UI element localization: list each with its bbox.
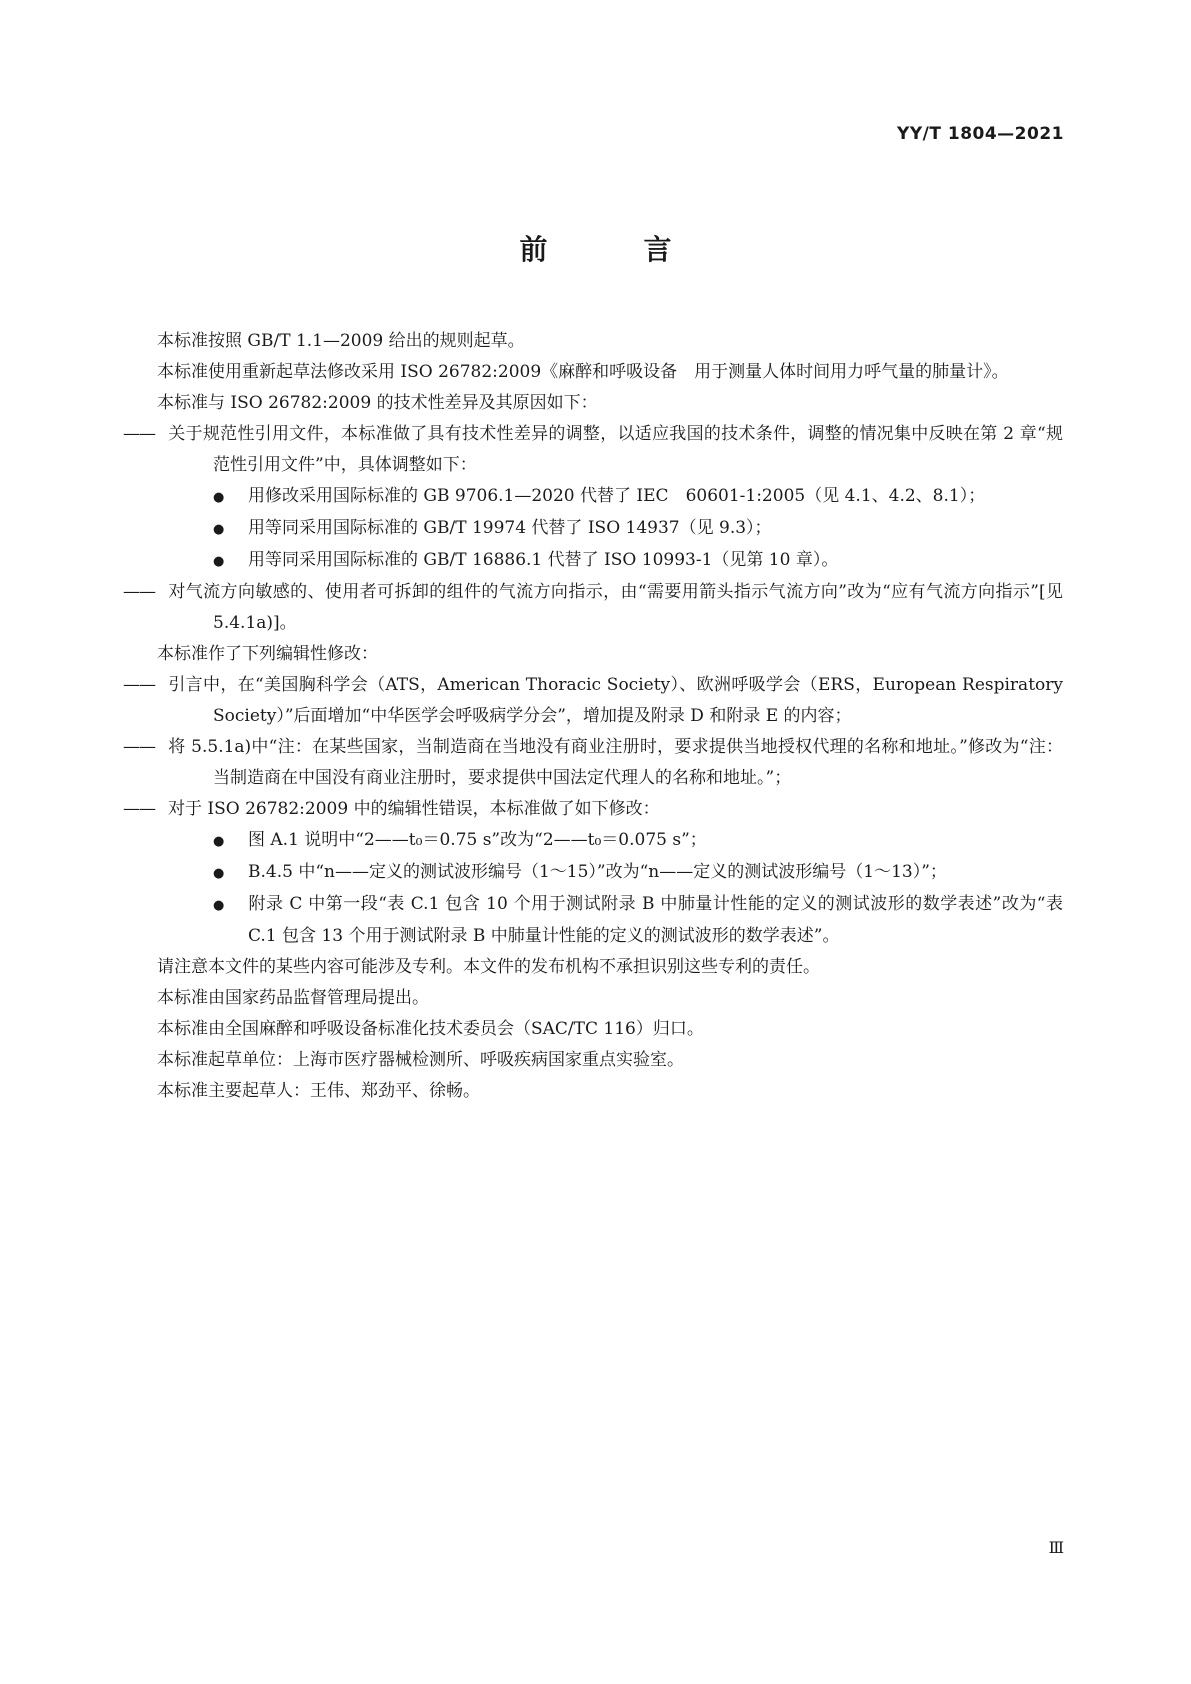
dash-list-item xyxy=(123,670,1063,732)
dash-mark: —— xyxy=(123,424,155,444)
paragraph: 本标准按照 GB/T 1.1—2009 给出的规则起草。 xyxy=(157,331,525,351)
bullet-list-item xyxy=(123,513,1063,545)
bullet-item-text: B.4.5 中“n——定义的测试波形编号（1～15）”改为“n——定义的测试波形编号（1～13）”； xyxy=(248,862,947,882)
paragraph: 本标准由国家药品监督管理局提出。 xyxy=(157,988,429,1008)
page-title: 前 言 xyxy=(519,233,706,266)
dash-item-text: 对气流方向敏感的、使用者可拆卸的组件的气流方向指示，由“需要用箭头指示气流方向”改为“应有气流方向指示”[见 5.4.1a)]。 xyxy=(168,582,1063,633)
dash-list-item xyxy=(123,732,1063,794)
paragraph: 请注意本文件的某些内容可能涉及专利。本文件的发布机构不承担识别这些专利的责任。 xyxy=(157,957,820,977)
bullet-icon: ● xyxy=(213,898,225,913)
bullet-icon: ● xyxy=(213,866,225,881)
paragraph: 本标准主要起草人：王伟、郑劲平、徐畅。 xyxy=(157,1081,480,1101)
bullet-list-item xyxy=(123,825,1063,857)
paragraph: 本标准作了下列编辑性修改： xyxy=(157,644,378,664)
bullet-list-item xyxy=(123,481,1063,513)
bullet-item-text: 用修改采用国际标准的 GB 9706.1—2020 代替了 IEC 60601-1:2005（见 4.1、4.2、8.1）； xyxy=(248,486,986,506)
dash-item-text: 对于 ISO 26782:2009 中的编辑性错误，本标准做了如下修改： xyxy=(168,799,660,819)
dash-mark: —— xyxy=(123,582,155,602)
foreword-body xyxy=(123,326,1063,1107)
paragraph: 本标准使用重新起草法修改采用 ISO 26782:2009《麻醉和呼吸设备 用于测量人体时间用力呼气量的肺量计》。 xyxy=(157,362,1009,382)
dash-item-text: 引言中，在“美国胸科学会（ATS，American Thoracic Society）、欧洲呼吸学会（ERS，European Respiratory Society）”后面增加“中华医学会呼吸病学分会”，增加提及附录 D 和附录 E 的内容； xyxy=(168,675,1063,726)
page-number: Ⅲ xyxy=(1048,1538,1064,1557)
dash-list-item xyxy=(123,794,1063,825)
bullet-item-text: 附录 C 中第一段“表 C.1 包含 10 个用于测试附录 B 中肺量计性能的定义的测试波形的数学表述”改为“表 C.1 包含 13 个用于测试附录 B 中肺量计性能的定义的测试波形的数学表述”。 xyxy=(248,894,1063,946)
bullet-list-item xyxy=(123,857,1063,889)
bullet-list-item xyxy=(123,889,1063,952)
dash-mark: —— xyxy=(123,737,155,757)
dash-item-text: 将 5.5.1a)中“注：在某些国家，当制造商在当地没有商业注册时，要求提供当地授权代理的名称和地址。”修改为“注：当制造商在中国没有商业注册时，要求提供中国法定代理人的名称和地址。”； xyxy=(168,737,1063,788)
bullet-icon: ● xyxy=(213,490,225,505)
paragraph: 本标准起草单位：上海市医疗器械检测所、呼吸疾病国家重点实验室。 xyxy=(157,1050,684,1070)
bullet-icon: ● xyxy=(213,834,225,849)
bullet-item-text: 用等同采用国际标准的 GB/T 19974 代替了 ISO 14937（见 9.3）； xyxy=(248,518,772,538)
dash-mark: —— xyxy=(123,799,155,819)
dash-item-text: 关于规范性引用文件，本标准做了具有技术性差异的调整，以适应我国的技术条件，调整的情况集中反映在第 2 章“规范性引用文件”中，具体调整如下： xyxy=(168,424,1063,475)
paragraph: 本标准与 ISO 26782:2009 的技术性差异及其原因如下： xyxy=(157,393,598,413)
paragraph: 本标准由全国麻醉和呼吸设备标准化技术委员会（SAC/TC 116）归口。 xyxy=(157,1019,704,1039)
standard-code: YY/T 1804—2021 xyxy=(897,124,1064,144)
bullet-icon: ● xyxy=(213,554,225,569)
bullet-icon: ● xyxy=(213,522,225,537)
dash-list-item xyxy=(123,419,1063,481)
bullet-item-text: 图 A.1 说明中“2——t₀＝0.75 s”改为“2——t₀＝0.075 s”； xyxy=(248,830,707,850)
dash-mark: —— xyxy=(123,675,155,695)
bullet-item-text: 用等同采用国际标准的 GB/T 16886.1 代替了 ISO 10993-1（见第 10 章）。 xyxy=(248,550,839,570)
bullet-list-item xyxy=(123,545,1063,577)
dash-list-item xyxy=(123,577,1063,639)
